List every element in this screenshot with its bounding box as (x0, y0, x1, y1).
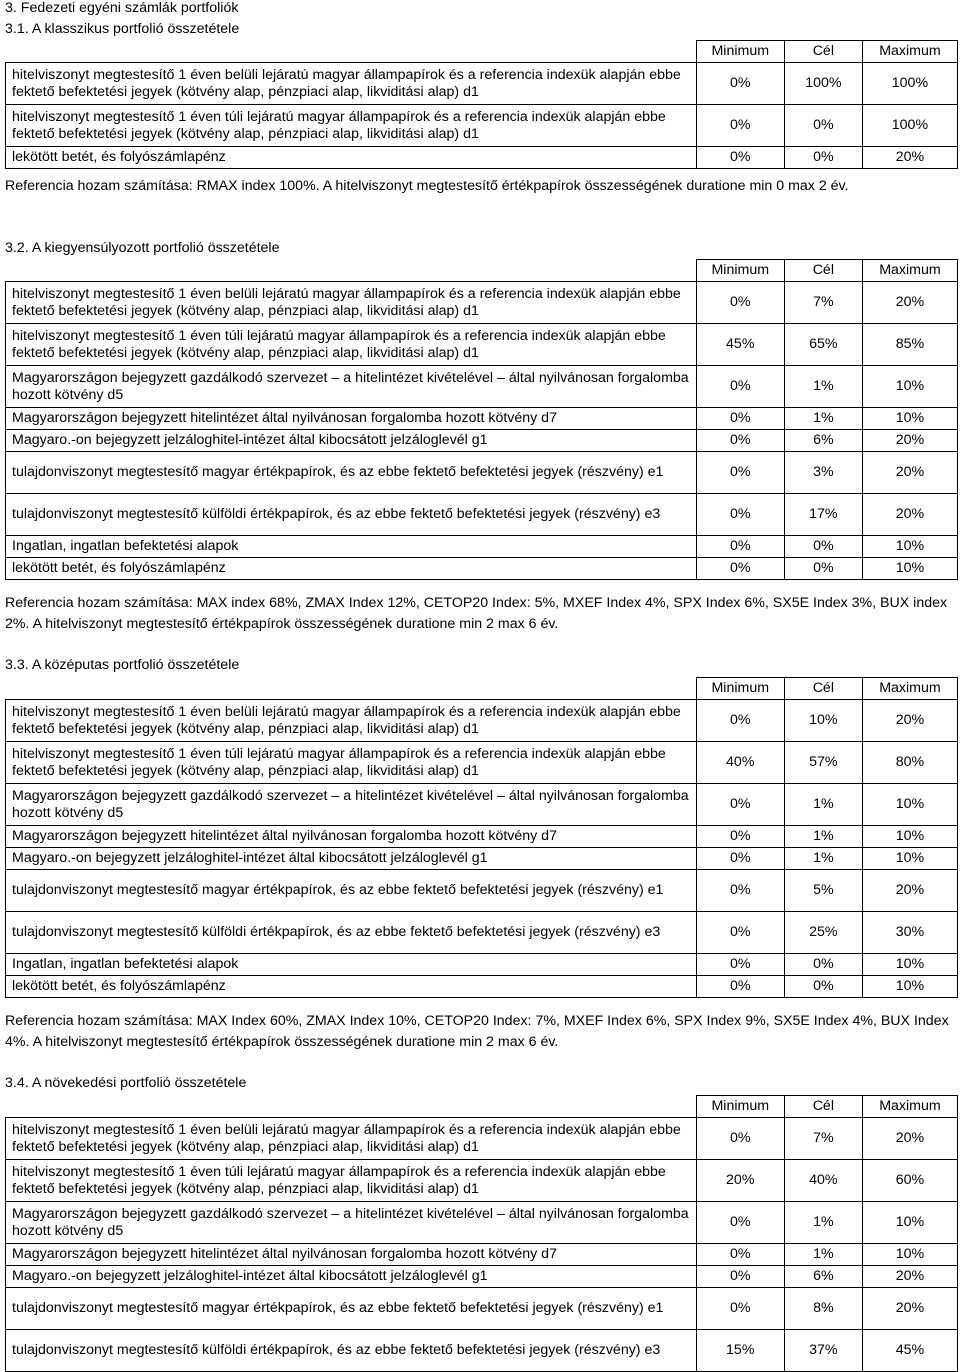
asset-description: Magyarországon bejegyzett hitelintézet által nyilvánosan forgalomba hozott kötvény d7 (6, 826, 697, 848)
min-value: 40% (696, 742, 784, 784)
asset-description: hitelviszonyt megtestesítő 1 éven belüli lejáratú magyar állampapírok és a referencia indexük alapján ebbe fektető befektetési jegyek (kötvény alap, pénzpiaci alap, likviditási alap) d1 (6, 282, 697, 324)
table-row (6, 366, 958, 408)
target-value: 10% (784, 700, 862, 742)
portfolio-table (5, 40, 958, 169)
asset-description: Magyarországon bejegyzett hitelintézet által nyilvánosan forgalomba hozott kötvény d7 (6, 1244, 697, 1266)
min-value: 0% (696, 870, 784, 912)
table-row (6, 976, 958, 998)
table-row (6, 63, 958, 105)
min-value: 0% (696, 826, 784, 848)
max-value: 80% (862, 742, 957, 784)
asset-description: Magyarországon bejegyzett gazdálkodó szervezet – a hitelintézet kivételével – által nyilvánosan forgalomba hozott kötvény d5 (6, 784, 697, 826)
target-value: 100% (784, 63, 862, 105)
asset-description: tulajdonviszonyt megtestesítő külföldi értékpapírok, és az ebbe fektető befektetési jegyek (részvény) e3 (6, 1330, 697, 1372)
max-value: 10% (862, 826, 957, 848)
header-target: Cél (784, 260, 862, 282)
table-row (6, 870, 958, 912)
table-row (6, 1118, 958, 1160)
max-value: 20% (862, 870, 957, 912)
asset-description: Magyarországon bejegyzett gazdálkodó szervezet – a hitelintézet kivételével – által nyilvánosan forgalomba hozott kötvény d5 (6, 366, 697, 408)
asset-description: lekötött betét, és folyószámlapénz (6, 147, 697, 169)
min-value: 0% (696, 558, 784, 580)
table-row (6, 1330, 958, 1372)
header-minimum: Minimum (696, 1096, 784, 1118)
table-row (6, 282, 958, 324)
table-row (6, 430, 958, 452)
max-value: 10% (862, 558, 957, 580)
header-minimum: Minimum (696, 41, 784, 63)
min-value: 0% (696, 366, 784, 408)
table-row (6, 1202, 958, 1244)
table-header (6, 678, 958, 700)
max-value: 10% (862, 848, 957, 870)
asset-description: lekötött betét, és folyószámlapénz (6, 558, 697, 580)
target-value: 57% (784, 742, 862, 784)
section-title: 3.2. A kiegyensúlyozott portfolió összetétele (5, 240, 280, 256)
header-maximum: Maximum (862, 678, 957, 700)
table-row (6, 1160, 958, 1202)
header-maximum: Maximum (862, 41, 957, 63)
portfolio-table (5, 259, 958, 580)
target-value: 6% (784, 430, 862, 452)
asset-description: lekötött betét, és folyószámlapénz (6, 976, 697, 998)
asset-description: hitelviszonyt megtestesítő 1 éven túli lejáratú magyar állampapírok és a referencia indexük alapján ebbe fektető befektetési jegyek (kötvény alap, pénzpiaci alap, likviditási alap) d1 (6, 105, 697, 147)
table-header (6, 1096, 958, 1118)
table-row (6, 324, 958, 366)
max-value: 20% (862, 1266, 957, 1288)
target-value: 1% (784, 1244, 862, 1266)
max-value: 20% (862, 700, 957, 742)
min-value: 0% (696, 784, 784, 826)
target-value: 25% (784, 912, 862, 954)
min-value: 0% (696, 1118, 784, 1160)
asset-description: tulajdonviszonyt megtestesítő magyar értékpapírok, és az ebbe fektető befektetési jegyek (részvény) e1 (6, 870, 697, 912)
header-minimum: Minimum (696, 678, 784, 700)
asset-description: hitelviszonyt megtestesítő 1 éven belüli lejáratú magyar állampapírok és a referencia indexük alapján ebbe fektető befektetési jegyek (kötvény alap, pénzpiaci alap, likviditási alap) d1 (6, 63, 697, 105)
max-value: 10% (862, 1202, 957, 1244)
table-row (6, 1288, 958, 1330)
header-target: Cél (784, 41, 862, 63)
min-value: 0% (696, 105, 784, 147)
target-value: 17% (784, 494, 862, 536)
reference-yield-note: Referencia hozam számítása: MAX Index 60%, ZMAX Index 10%, CETOP20 Index: 7%, MXEF Index 6%, SPX Index 9%, SX5E Index 4%, BUX Index 4%. A hitelviszonyt megtestesítő értékpapírok összességének duratione min 2 max 6 év. (5, 1013, 949, 1050)
min-value: 0% (696, 282, 784, 324)
target-value: 0% (784, 536, 862, 558)
asset-description: hitelviszonyt megtestesítő 1 éven túli lejáratú magyar állampapírok és a referencia indexük alapján ebbe fektető befektetési jegyek (kötvény alap, pénzpiaci alap, likviditási alap) d1 (6, 1160, 697, 1202)
min-value: 0% (696, 1288, 784, 1330)
max-value: 20% (862, 494, 957, 536)
header-minimum: Minimum (696, 260, 784, 282)
asset-description: hitelviszonyt megtestesítő 1 éven túli lejáratú magyar állampapírok és a referencia indexük alapján ebbe fektető befektetési jegyek (kötvény alap, pénzpiaci alap, likviditási alap) d1 (6, 742, 697, 784)
header-maximum: Maximum (862, 1096, 957, 1118)
min-value: 0% (696, 954, 784, 976)
max-value: 10% (862, 976, 957, 998)
min-value: 0% (696, 408, 784, 430)
max-value: 45% (862, 1330, 957, 1372)
table-row (6, 826, 958, 848)
asset-description: tulajdonviszonyt megtestesítő magyar értékpapírok, és az ebbe fektető befektetési jegyek (részvény) e1 (6, 1288, 697, 1330)
table-row (6, 494, 958, 536)
max-value: 20% (862, 1288, 957, 1330)
asset-description: tulajdonviszonyt megtestesítő magyar értékpapírok, és az ebbe fektető befektetési jegyek (részvény) e1 (6, 452, 697, 494)
asset-description: tulajdonviszonyt megtestesítő külföldi értékpapírok, és az ebbe fektető befektetési jegyek (részvény) e3 (6, 494, 697, 536)
section-title: 3.1. A klasszikus portfolió összetétele (5, 21, 240, 37)
target-value: 0% (784, 147, 862, 169)
table-row (6, 1266, 958, 1288)
asset-description: Ingatlan, ingatlan befektetési alapok (6, 954, 697, 976)
max-value: 10% (862, 536, 957, 558)
max-value: 20% (862, 282, 957, 324)
target-value: 5% (784, 870, 862, 912)
min-value: 0% (696, 848, 784, 870)
table-row (6, 408, 958, 430)
target-value: 1% (784, 366, 862, 408)
asset-description: hitelviszonyt megtestesítő 1 éven belüli lejáratú magyar állampapírok és a referencia indexük alapján ebbe fektető befektetési jegyek (kötvény alap, pénzpiaci alap, likviditási alap) d1 (6, 700, 697, 742)
asset-description: hitelviszonyt megtestesítő 1 éven túli lejáratú magyar állampapírok és a referencia indexük alapján ebbe fektető befektetési jegyek (kötvény alap, pénzpiaci alap, likviditási alap) d1 (6, 324, 697, 366)
max-value: 10% (862, 366, 957, 408)
target-value: 0% (784, 976, 862, 998)
target-value: 1% (784, 848, 862, 870)
table-row (6, 452, 958, 494)
min-value: 0% (696, 1202, 784, 1244)
target-value: 40% (784, 1160, 862, 1202)
max-value: 20% (862, 1118, 957, 1160)
target-value: 6% (784, 1266, 862, 1288)
max-value: 30% (862, 912, 957, 954)
min-value: 0% (696, 494, 784, 536)
max-value: 10% (862, 784, 957, 826)
asset-description: Magyaro.-on bejegyzett jelzáloghitel-intézet által kibocsátott jelzáloglevél g1 (6, 848, 697, 870)
min-value: 0% (696, 700, 784, 742)
table-row (6, 147, 958, 169)
target-value: 0% (784, 105, 862, 147)
section-title: 3.4. A növekedési portfolió összetétele (5, 1075, 247, 1091)
asset-description: Magyaro.-on bejegyzett jelzáloghitel-intézet által kibocsátott jelzáloglevél g1 (6, 1266, 697, 1288)
min-value: 20% (696, 1160, 784, 1202)
min-value: 0% (696, 63, 784, 105)
max-value: 20% (862, 147, 957, 169)
max-value: 20% (862, 452, 957, 494)
min-value: 0% (696, 147, 784, 169)
asset-description: Magyaro.-on bejegyzett jelzáloghitel-intézet által kibocsátott jelzáloglevél g1 (6, 430, 697, 452)
target-value: 7% (784, 282, 862, 324)
table-row (6, 536, 958, 558)
table-row (6, 700, 958, 742)
table-row (6, 784, 958, 826)
target-value: 7% (784, 1118, 862, 1160)
min-value: 0% (696, 976, 784, 998)
asset-description: Ingatlan, ingatlan befektetési alapok (6, 536, 697, 558)
target-value: 8% (784, 1288, 862, 1330)
asset-description: hitelviszonyt megtestesítő 1 éven belüli lejáratú magyar állampapírok és a referencia indexük alapján ebbe fektető befektetési jegyek (kötvény alap, pénzpiaci alap, likviditási alap) d1 (6, 1118, 697, 1160)
min-value: 0% (696, 536, 784, 558)
max-value: 100% (862, 63, 957, 105)
min-value: 0% (696, 1244, 784, 1266)
target-value: 1% (784, 826, 862, 848)
table-row (6, 558, 958, 580)
target-value: 1% (784, 784, 862, 826)
max-value: 60% (862, 1160, 957, 1202)
max-value: 10% (862, 954, 957, 976)
header-maximum: Maximum (862, 260, 957, 282)
header-target: Cél (784, 1096, 862, 1118)
max-value: 10% (862, 408, 957, 430)
section-title: 3.3. A középutas portfolió összetétele (5, 657, 240, 673)
table-row (6, 912, 958, 954)
min-value: 0% (696, 912, 784, 954)
max-value: 100% (862, 105, 957, 147)
min-value: 0% (696, 430, 784, 452)
target-value: 1% (784, 408, 862, 430)
table-row (6, 954, 958, 976)
table-row (6, 1244, 958, 1266)
max-value: 20% (862, 430, 957, 452)
target-value: 1% (784, 1202, 862, 1244)
header-target: Cél (784, 678, 862, 700)
portfolio-table (5, 1095, 958, 1372)
asset-description: Magyarországon bejegyzett hitelintézet által nyilvánosan forgalomba hozott kötvény d7 (6, 408, 697, 430)
target-value: 65% (784, 324, 862, 366)
asset-description: Magyarországon bejegyzett gazdálkodó szervezet – a hitelintézet kivételével – által nyilvánosan forgalomba hozott kötvény d5 (6, 1202, 697, 1244)
reference-yield-note: Referencia hozam számítása: RMAX index 100%. A hitelviszonyt megtestesítő értékpapírok összességének duratione min 0 max 2 év. (5, 178, 849, 194)
min-value: 15% (696, 1330, 784, 1372)
min-value: 45% (696, 324, 784, 366)
table-header (6, 260, 958, 282)
table-row (6, 848, 958, 870)
portfolio-table (5, 677, 958, 998)
table-row (6, 742, 958, 784)
table-header (6, 41, 958, 63)
table-row (6, 105, 958, 147)
target-value: 3% (784, 452, 862, 494)
max-value: 10% (862, 1244, 957, 1266)
min-value: 0% (696, 452, 784, 494)
max-value: 85% (862, 324, 957, 366)
asset-description: tulajdonviszonyt megtestesítő külföldi értékpapírok, és az ebbe fektető befektetési jegyek (részvény) e3 (6, 912, 697, 954)
target-value: 0% (784, 558, 862, 580)
target-value: 0% (784, 954, 862, 976)
document-heading: 3. Fedezeti egyéni számlák portfoliók (5, 0, 239, 16)
target-value: 37% (784, 1330, 862, 1372)
reference-yield-note: Referencia hozam számítása: MAX index 68%, ZMAX Index 12%, CETOP20 Index: 5%, MXEF Index 4%, SPX Index 6%, SX5E Index 3%, BUX index 2%. A hitelviszonyt megtestesítő értékpapírok összességének duratione min 2 max 6 év. (5, 595, 948, 632)
min-value: 0% (696, 1266, 784, 1288)
